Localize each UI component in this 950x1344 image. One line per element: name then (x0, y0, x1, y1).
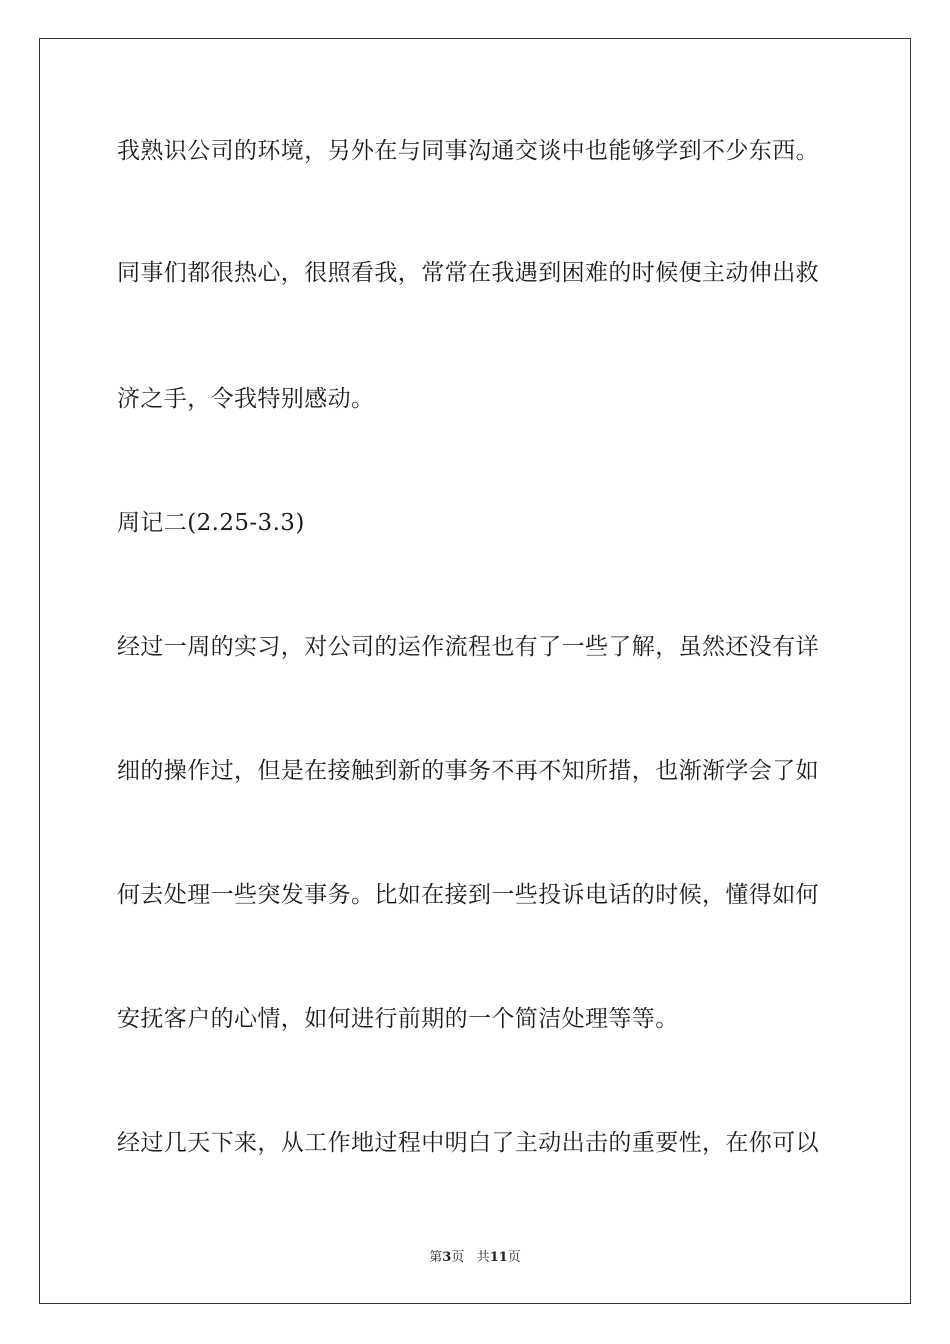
footer-total-pages: 11 (489, 1250, 508, 1265)
section-heading: 周记二(2.25-3.3) (117, 510, 305, 536)
text-line-8: 安抚客户的心情，如何进行前期的一个简洁处理等等。 (117, 1006, 679, 1032)
footer-page-number: 3 (442, 1250, 452, 1265)
text-line-3: 济之手，令我特别感动。 (117, 386, 375, 412)
footer-page-suffix: 页 (451, 1250, 465, 1265)
page-footer (0, 1246, 950, 1265)
page-border (39, 38, 911, 1304)
text-line-5: 经过一周的实习，对公司的运作流程也有了一些了解，虽然还没有详 (117, 634, 819, 660)
text-line-2: 同事们都很热心，很照看我，常常在我遇到困难的时候便主动伸出救 (117, 260, 819, 286)
text-line-9: 经过几天下来，从工作地过程中明白了主动出击的重要性，在你可以 (117, 1130, 819, 1156)
text-line-1: 我熟识公司的环境，另外在与同事沟通交谈中也能够学到不少东西。 (117, 138, 819, 164)
text-line-7: 何去处理一些突发事务。比如在接到一些投诉电话的时候，懂得如何 (117, 882, 819, 908)
footer-page-prefix: 第 (429, 1250, 443, 1265)
text-line-6: 细的操作过，但是在接触到新的事务不再不知所措，也渐渐学会了如 (117, 758, 819, 784)
footer-total-suffix: 页 (507, 1250, 521, 1265)
footer-total-prefix: 共 (476, 1250, 490, 1265)
